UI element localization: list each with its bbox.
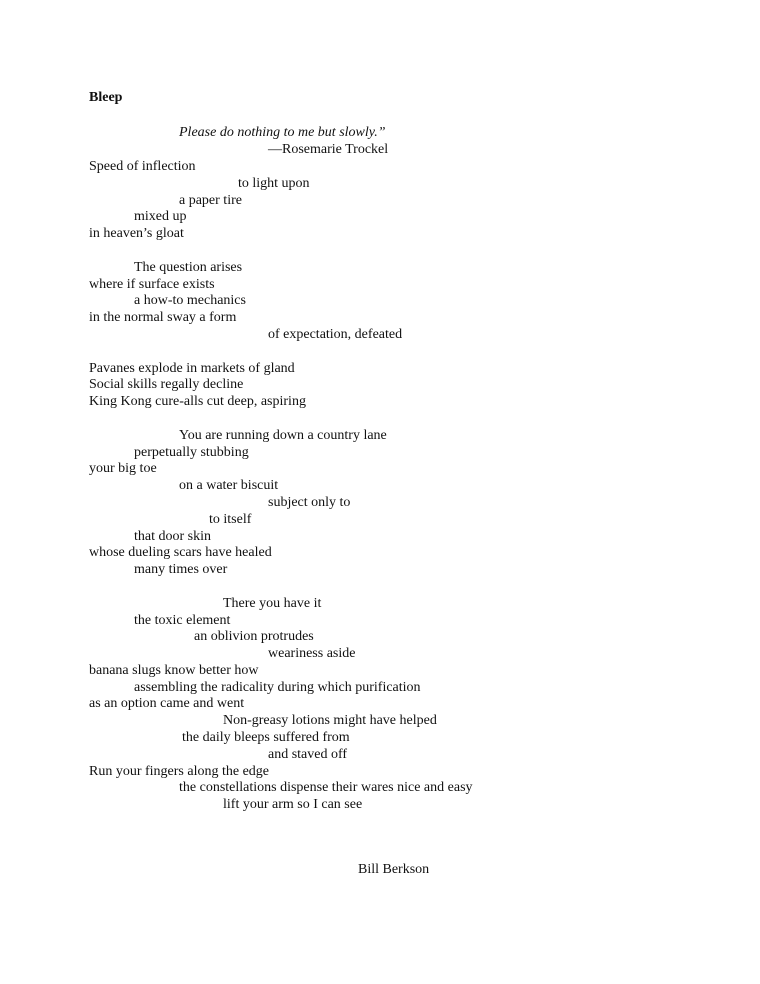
poem-line: lift your arm so I can see (223, 797, 363, 812)
poem-line: whose dueling scars have healed (89, 545, 272, 560)
poem-line: an oblivion protrudes (194, 629, 314, 644)
poem-line: your big toe (89, 461, 157, 476)
poem-line: There you have it (223, 596, 322, 611)
poem-line: You are running down a country lane (179, 428, 387, 443)
poem-line: Non-greasy lotions might have helped (223, 713, 437, 728)
poem-line: that door skin (134, 529, 211, 544)
poem-line: the daily bleeps suffered from (182, 730, 350, 745)
poem-line: to itself (209, 512, 252, 527)
poem-line: the constellations dispense their wares nice and easy (179, 780, 473, 795)
poem-title: Bleep (89, 90, 123, 105)
poem-line: the toxic element (134, 613, 231, 628)
poem-line: as an option came and went (89, 696, 245, 711)
poem-line: subject only to (268, 495, 351, 510)
poem-line: Social skills regally decline (89, 377, 244, 392)
poem-line: Run your fingers along the edge (89, 764, 270, 779)
poem-line: banana slugs know better how (89, 663, 259, 678)
epigraph-quote: Please do nothing to me but slowly.” (179, 125, 386, 140)
poem-line: Pavanes explode in markets of gland (89, 361, 295, 376)
poem-line: perpetually stubbing (134, 445, 249, 460)
poem-line: of expectation, defeated (268, 327, 403, 342)
author-name: Bill Berkson (358, 862, 430, 877)
poem-line: to light upon (238, 176, 310, 191)
poem-line: many times over (134, 562, 228, 577)
poem-line: a paper tire (179, 193, 242, 208)
poem-line: King Kong cure-alls cut deep, aspiring (89, 394, 306, 409)
poem-line: on a water biscuit (179, 478, 279, 493)
poem-line: Speed of inflection (89, 159, 196, 174)
poem-line: in heaven’s gloat (89, 226, 184, 241)
poem-line: a how-to mechanics (134, 293, 246, 308)
poem-line: mixed up (134, 209, 187, 224)
poem-line: in the normal sway a form (89, 310, 237, 325)
epigraph-attribution: —Rosemarie Trockel (268, 142, 389, 157)
poem-line: where if surface exists (89, 277, 215, 292)
poem-line: and staved off (268, 747, 348, 762)
poem-line: weariness aside (268, 646, 356, 661)
poem-line: The question arises (134, 260, 243, 275)
poem-line: assembling the radicality during which purification (134, 680, 421, 695)
